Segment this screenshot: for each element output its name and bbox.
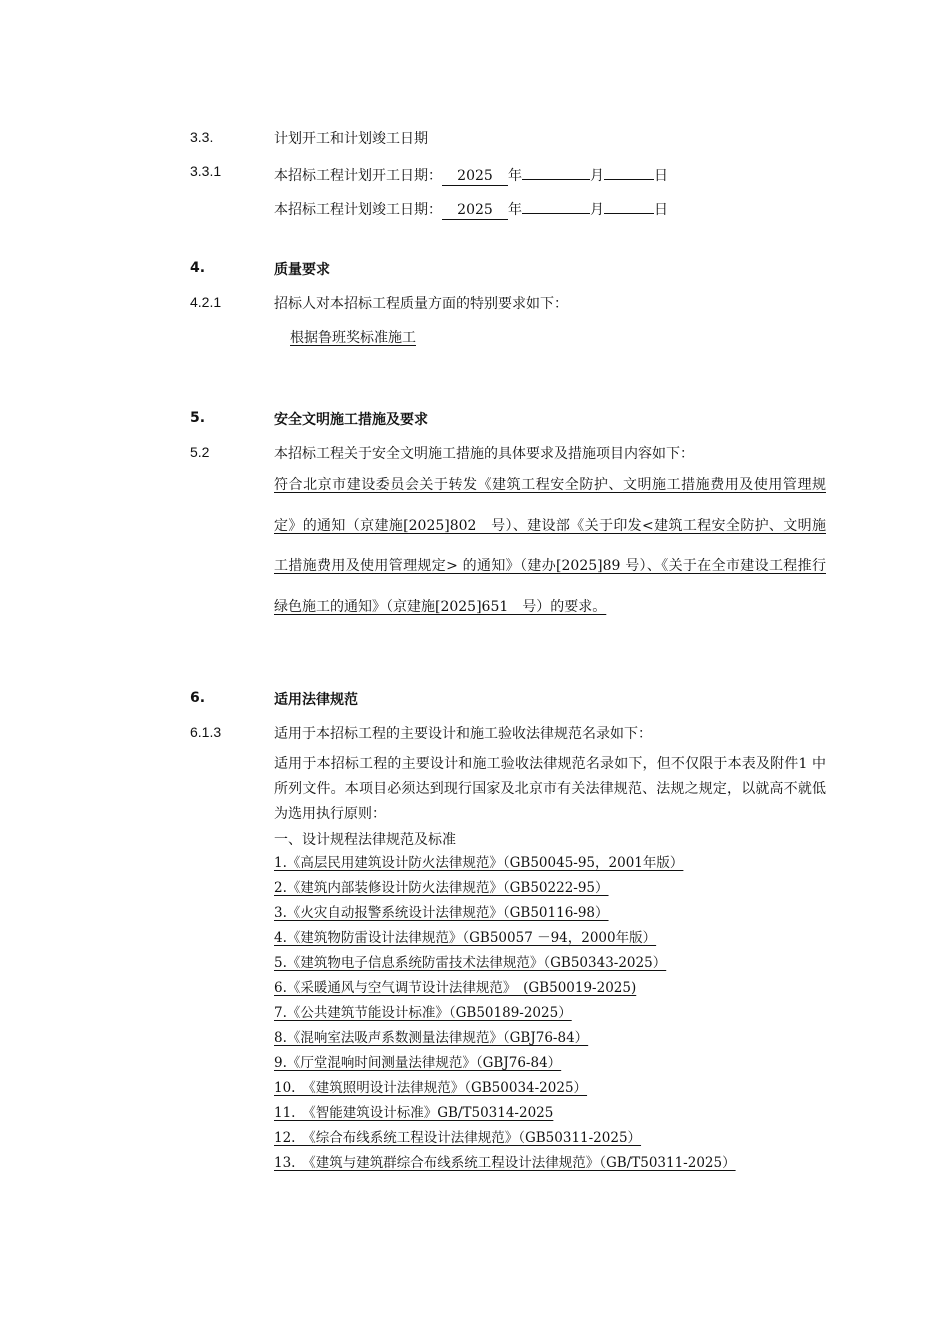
safety-requirement-label: 本招标工程关于安全文明施工措施的具体要求及措施项目内容如下： <box>274 446 694 462</box>
section-number-4: 4. <box>190 260 206 276</box>
month-char: 月 <box>590 168 604 184</box>
design-standards-heading: 一、设计规程法律规范及标准 <box>274 832 456 848</box>
section-number-3-3-1: 3.3.1 <box>190 163 222 179</box>
quality-requirement-value: 根据鲁班奖标准施工 <box>290 330 416 346</box>
end-date-line <box>274 196 668 220</box>
standards-list <box>274 851 826 1176</box>
section-number-5-2: 5.2 <box>190 444 210 460</box>
start-day-field <box>604 162 654 180</box>
safety-requirement-paragraph: 符合北京市建设委员会关于转发《建筑工程安全防护、文明施工措施费用及使用管理规定》的通知（京建施[2025]802 号）、建设部《关于印发<建筑工程安全防护、文明施工措施费用及使用管理规定> 的通知》（建办[2025]89 号）、《关于在全市建设工程推行绿色施工的通知》（京建施[2025]651 号）的要求。 <box>274 477 826 615</box>
year-char: 年 <box>508 168 522 184</box>
regulations-label: 适用于本招标工程的主要设计和施工验收法律规范名录如下： <box>274 726 652 742</box>
section-title-5: 安全文明施工措施及要求 <box>274 412 428 428</box>
start-date-label: 本招标工程计划开工日期： <box>274 168 442 184</box>
list-item: 8.《混响室法吸声系数测量法律规范》（GBJ76-84） <box>274 1030 589 1046</box>
list-item: 11. 《智能建筑设计标准》GB/T50314-2025 <box>274 1105 554 1121</box>
list-item: 4.《建筑物防雷设计法律规范》（GB50057 －94，2000年版） <box>274 930 657 946</box>
section-number-4-2-1: 4.2.1 <box>190 294 222 310</box>
list-item: 1.《高层民用建筑设计防火法律规范》（GB50045-95，2001年版） <box>274 855 684 871</box>
section-number-6-1-3: 6.1.3 <box>190 724 222 740</box>
section-number-5: 5. <box>190 410 206 426</box>
start-year-field: 2025 <box>442 168 508 186</box>
section-number-3-3: 3.3. <box>190 129 214 145</box>
section-title-6: 适用法律规范 <box>274 692 358 708</box>
month-char: 月 <box>590 202 604 218</box>
list-item: 5.《建筑物电子信息系统防雷技术法律规范》（GB50343-2025） <box>274 955 667 971</box>
section-title-4: 质量要求 <box>274 262 330 278</box>
day-char: 日 <box>654 168 668 184</box>
quality-requirement-label: 招标人对本招标工程质量方面的特别要求如下： <box>274 296 568 312</box>
list-item: 9.《厅堂混响时间测量法律规范》（GBJ76-84） <box>274 1055 562 1071</box>
list-item: 6.《采暖通风与空气调节设计法律规范》 (GB50019-2025) <box>274 980 637 996</box>
end-year-field: 2025 <box>442 202 508 220</box>
list-item: 13. 《建筑与建筑群综合布线系统工程设计法律规范》（GB/T50311-2025） <box>274 1155 736 1171</box>
day-char: 日 <box>654 202 668 218</box>
list-item: 7.《公共建筑节能设计标准》（GB50189-2025） <box>274 1005 572 1021</box>
end-month-field <box>522 196 590 214</box>
end-date-label: 本招标工程计划竣工日期： <box>274 202 442 218</box>
end-day-field <box>604 196 654 214</box>
year-char: 年 <box>508 202 522 218</box>
start-month-field <box>522 162 590 180</box>
start-date-line <box>274 162 668 186</box>
list-item: 12. 《综合布线系统工程设计法律规范》（GB50311-2025） <box>274 1130 642 1146</box>
regulations-intro: 适用于本招标工程的主要设计和施工验收法律规范名录如下，但不仅限于本表及附件1 中所列文件。本项目必须达到现行国家及北京市有关法律规范、法规之规定，以就高不就低为选用执行原则： <box>274 756 826 822</box>
list-item: 10. 《建筑照明设计法律规范》（GB50034-2025） <box>274 1080 588 1096</box>
list-item: 2.《建筑内部装修设计防火法律规范》（GB50222-95） <box>274 880 609 896</box>
section-title-3-3: 计划开工和计划竣工日期 <box>274 131 428 147</box>
list-item: 3.《火灾自动报警系统设计法律规范》（GB50116-98） <box>274 905 609 921</box>
section-number-6: 6. <box>190 690 206 706</box>
